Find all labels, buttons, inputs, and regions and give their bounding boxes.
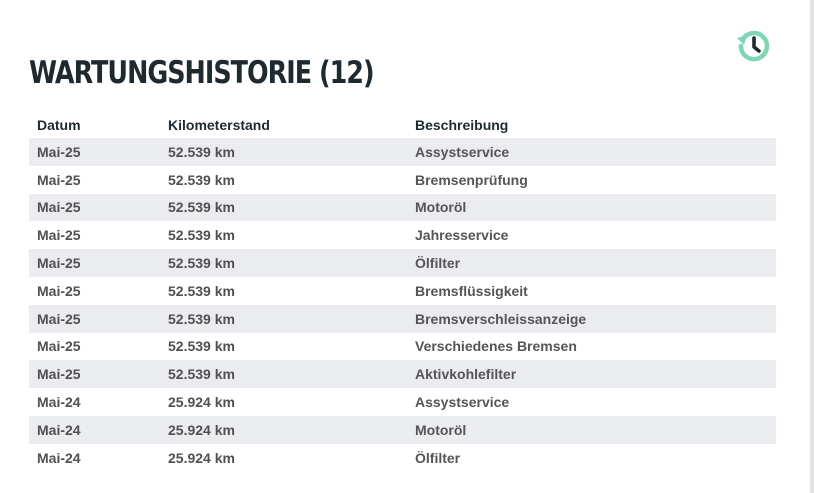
table-row: [29, 138, 776, 166]
table-row: [29, 416, 776, 444]
history-button[interactable]: [734, 26, 774, 66]
table-row: [29, 194, 776, 222]
cell-description: Ölfilter: [415, 449, 461, 466]
history-icon: [734, 26, 774, 66]
cell-mileage: 25.924 km: [168, 421, 235, 438]
cell-description: Assystservice: [415, 143, 510, 160]
cell-date: Mai-25: [37, 143, 81, 160]
cell-mileage: 52.539 km: [168, 310, 235, 327]
maintenance-table: [29, 112, 776, 472]
cell-date: Mai-25: [37, 199, 81, 216]
cell-date: Mai-25: [37, 227, 81, 244]
cell-mileage: 25.924 km: [168, 449, 235, 466]
cell-date: Mai-25: [37, 338, 81, 355]
cell-date: Mai-25: [37, 366, 81, 383]
cell-description: Motoröl: [415, 199, 467, 216]
cell-description: Assystservice: [415, 394, 510, 411]
cell-description: Motoröl: [415, 421, 467, 438]
cell-description: Jahresservice: [415, 227, 509, 244]
cell-date: Mai-25: [37, 171, 81, 188]
cell-date: Mai-24: [37, 421, 81, 438]
table-row: [29, 221, 776, 249]
table-row: [29, 305, 776, 333]
cell-description: Aktivkohlefilter: [415, 366, 517, 383]
table-row: [29, 166, 776, 194]
cell-mileage: 52.539 km: [168, 227, 235, 244]
scrollbar-track[interactable]: [810, 0, 814, 493]
cell-description: Verschiedenes Bremsen: [415, 338, 577, 355]
table-row: [29, 249, 776, 277]
table-header-row: [29, 112, 776, 138]
cell-mileage: 52.539 km: [168, 143, 235, 160]
cell-date: Mai-25: [37, 255, 81, 272]
table-row: [29, 360, 776, 388]
column-header-mileage: Kilometerstand: [168, 117, 270, 133]
cell-mileage: 52.539 km: [168, 338, 235, 355]
cell-date: Mai-24: [37, 394, 81, 411]
cell-date: Mai-24: [37, 449, 81, 466]
cell-description: Bremsflüssigkeit: [415, 282, 528, 299]
cell-mileage: 25.924 km: [168, 394, 235, 411]
cell-description: Ölfilter: [415, 255, 461, 272]
cell-description: Bremsenprüfung: [415, 171, 528, 188]
table-row: [29, 277, 776, 305]
cell-mileage: 52.539 km: [168, 282, 235, 299]
page-title: WARTUNGSHISTORIE (12): [29, 54, 374, 91]
column-header-date: Datum: [37, 117, 81, 133]
cell-mileage: 52.539 km: [168, 255, 235, 272]
table-row: [29, 388, 776, 416]
cell-mileage: 52.539 km: [168, 366, 235, 383]
table-row: [29, 333, 776, 361]
cell-mileage: 52.539 km: [168, 171, 235, 188]
column-header-description: Beschreibung: [415, 117, 509, 133]
cell-mileage: 52.539 km: [168, 199, 235, 216]
cell-date: Mai-25: [37, 282, 81, 299]
table-row: [29, 444, 776, 472]
cell-date: Mai-25: [37, 310, 81, 327]
cell-description: Bremsverschleissanzeige: [415, 310, 587, 327]
